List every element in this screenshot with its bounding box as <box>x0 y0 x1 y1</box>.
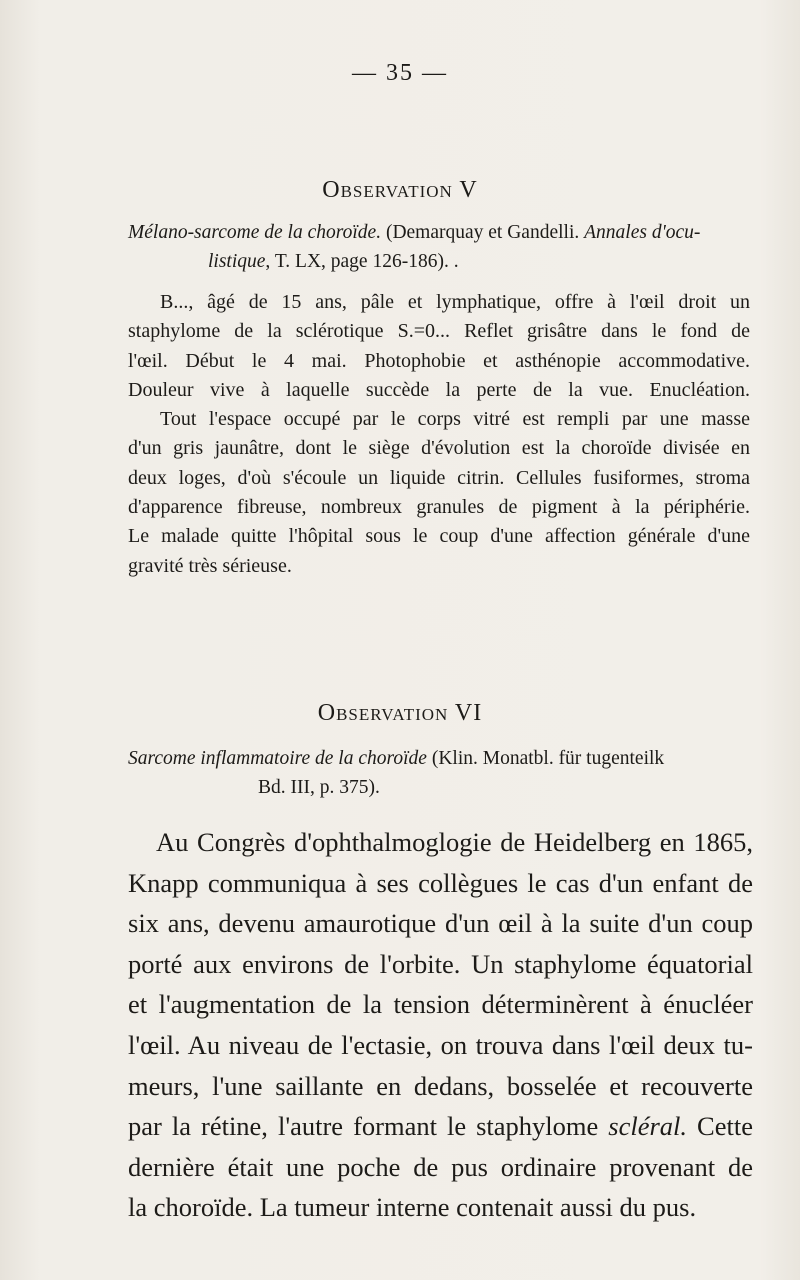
ref-authors: (Demarquay et Gandelli. <box>381 222 585 243</box>
body-line: meurs, l'une saillante en dedans, bosselée et recouverte <box>128 1070 753 1101</box>
body-line: la choroïde. La tumeur interne contenait aussi du pus. <box>128 1192 697 1223</box>
body-line: Au Congrès d'ophthalmoglogie de Heidelberg en 1865, <box>156 827 753 857</box>
body-line: staphylome de la sclérotique S.=0... Reflet grisâtre dans le fond de <box>128 320 750 343</box>
body-line: d'apparence fibreuse, nombreux granules de pigment à la périphérie. <box>128 496 750 519</box>
ref-title: Mélano-sarcome de la choroïde. <box>128 222 382 243</box>
ref-source: (Klin. Monatbl. für tugenteilk <box>426 748 665 769</box>
body-line: l'œil. Début le 4 mai. Photophobie et asthénopie accommodative. <box>128 349 750 372</box>
observation-5-body <box>128 288 750 581</box>
body-line-with-italic <box>128 1106 753 1147</box>
line-end: Cette <box>687 1111 753 1142</box>
line-start: par la rétine, l'autre formant le staphylome <box>128 1111 609 1142</box>
body-line: deux loges, d'où s'écoule un liquide citrin. Cellules fusiformes, stroma <box>128 466 750 489</box>
body-line: Le malade quitte l'hôpital sous le coup d'une affection générale d'une <box>128 525 750 548</box>
observation-5-reference <box>128 218 748 276</box>
body-line: dernière était une poche de pus ordinaire provenant de <box>128 1151 753 1182</box>
observation-6-title: Observation VI <box>317 700 483 726</box>
observation-5-title: Observation V <box>322 177 478 203</box>
body-line: Tout l'espace occupé par le corps vitré est rempli par une masse <box>160 408 750 431</box>
ref-details: , T. LX, page 126-186). . <box>265 251 459 272</box>
page-number: — 35 — <box>352 60 448 86</box>
body-line: gravité très sérieuse. <box>128 554 292 577</box>
body-line: B..., âgé de 15 ans, pâle et lymphatique, offre à l'œil droit un <box>160 291 750 313</box>
body-line: d'un gris jaunâtre, dont le siège d'évolution est la choroïde divisée en <box>128 437 750 460</box>
body-line: porté aux environs de l'orbite. Un staphylome équatorial <box>128 948 753 979</box>
ref-journal-cont: listique <box>208 251 266 272</box>
body-line: et l'augmentation de la tension déterminèrent à énucléer <box>128 989 753 1020</box>
body-line: Douleur vive à laquelle succède la perte de la vue. Enucléation. <box>128 378 750 401</box>
ref-volume: Bd. III, p. 375). <box>258 777 380 798</box>
observation-6-body <box>128 822 753 1228</box>
italic-word: scléral. <box>608 1111 688 1142</box>
observation-6-reference <box>128 744 748 802</box>
ref-journal: Annales d'ocu- <box>584 222 701 243</box>
body-line: Knapp communiqua à ses collègues le cas d'un enfant de <box>128 867 753 898</box>
body-line: l'œil. Au niveau de l'ectasie, on trouva dans l'œil deux tu- <box>128 1029 753 1060</box>
ref-title: Sarcome inflammatoire de la choroïde <box>128 748 427 769</box>
body-line: six ans, devenu amaurotique d'un œil à la suite d'un coup <box>128 908 753 939</box>
